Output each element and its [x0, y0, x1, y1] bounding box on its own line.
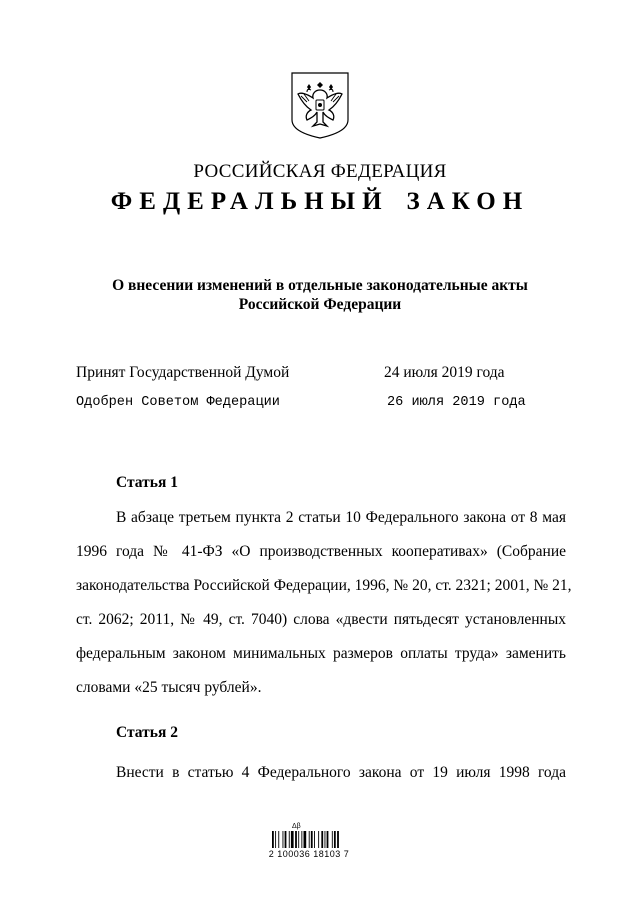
barcode-bar [278, 831, 279, 848]
barcode-bar [327, 831, 329, 848]
barcode-bar [275, 831, 276, 848]
article-2-text [76, 756, 566, 790]
barcode-bar [325, 831, 326, 848]
barcode-bar [314, 831, 315, 848]
law-title-line: Российской Федерации [238, 296, 402, 313]
barcode-bar [311, 831, 313, 848]
barcode-bar [291, 831, 294, 848]
duma-adoption-date: 24 июля 2019 года [384, 364, 505, 381]
law-title-line: О внесении изменений в отдельные законодательные акты [112, 277, 528, 294]
duma-adoption-label: Принят Государственной Думой [76, 364, 290, 381]
barcode-bar [332, 831, 333, 848]
law-title [60, 276, 580, 314]
barcode-bar [283, 831, 284, 848]
council-approval-date: 26 июля 2019 года [387, 395, 526, 410]
text-line: В абзаце третьем пункта 2 статьи 10 Федерального закона от 8 мая [116, 509, 566, 526]
barcode-bar [295, 831, 297, 848]
barcode-bar [285, 831, 287, 848]
text-line: федеральным законом минимальных размеров оплаты труда» заменить [76, 645, 566, 662]
barcode-bar [301, 831, 302, 848]
law-type-word-federal: ФЕДЕРАЛЬНЫЙ [110, 188, 389, 215]
council-approval-label: Одобрен Советом Федерации [76, 395, 280, 410]
text-line: 1996 года № 41-ФЗ «О производственных кооперативах» (Собрание [76, 543, 566, 560]
article-2-heading: Статья 2 [116, 724, 178, 741]
law-type-word-law: ЗАКОН [406, 188, 530, 215]
text-line: законодательства Российской Федерации, 1996, № 20, ст. 2321; 2001, № 21, [76, 577, 572, 594]
svg-text:Δβ: Δβ [292, 823, 301, 830]
barcode-bar [321, 831, 323, 848]
article-1-heading: Статья 1 [116, 474, 178, 491]
barcode-bar [304, 831, 307, 848]
barcode-bar [298, 831, 299, 848]
barcode-bar [334, 831, 336, 848]
barcode-bar [309, 831, 310, 848]
country-name: РОССИЙСКАЯ ФЕДЕРАЦИЯ [193, 161, 447, 182]
barcode-number: 2 100036 18103 7 [268, 849, 350, 859]
barcode-bar [272, 831, 274, 848]
article-1-text [76, 501, 572, 705]
text-line: Внести в статью 4 Федерального закона от 19 июля 1998 года [116, 764, 566, 781]
barcode-bar [289, 831, 290, 848]
barcode-bar [318, 831, 319, 848]
document-type-heading [0, 188, 640, 216]
coat-of-arms-emblem [289, 70, 351, 140]
barcode-bar [337, 831, 339, 848]
text-line: словами «25 тысяч рублей». [76, 679, 262, 696]
text-line: ст. 2062; 2011, № 49, ст. 7040) слова «двести пятьдесят установленных [76, 611, 566, 628]
